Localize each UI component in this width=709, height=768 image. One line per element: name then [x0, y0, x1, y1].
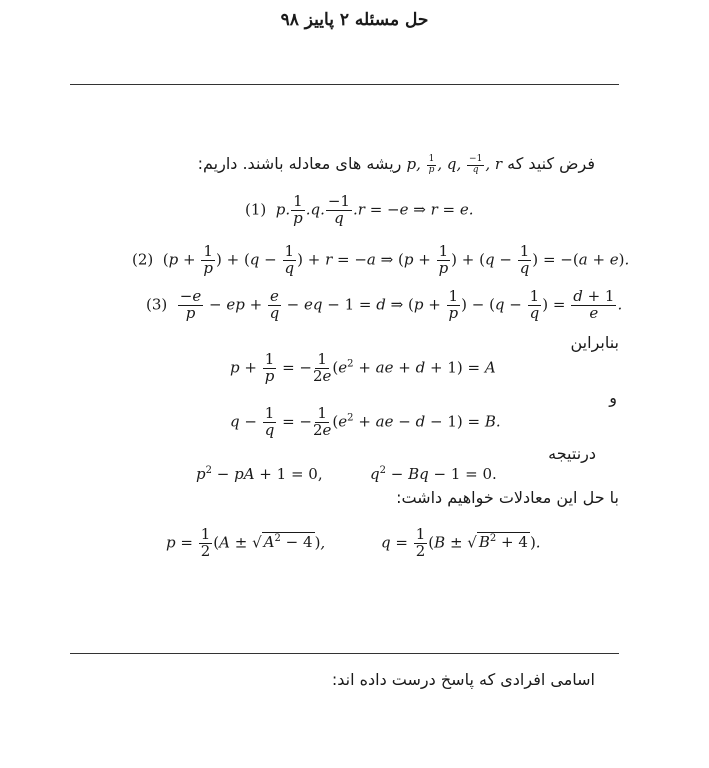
equation-B: q − $\frac{1}{q}$ = − $\frac{1}{2e}$ ($e^2$ + ae − d − 1) = B.	[230, 404, 501, 439]
solution-p: p = $\frac{1}{2}$ (A ± √ $A^2 - 4$ ),	[166, 525, 326, 560]
solution-q: q = $\frac{1}{2}$ (B ± √ $B^2 + 4$ ).	[381, 525, 541, 560]
equation-2: (2) (p + $\frac{1}{p}$ ) + (q − $\frac{1}{q}$ ) + r = −a ⇒ (p + $\frac{1}{p}$ ) + (q − $\frac{1}{q}$ ) = −(a + e).	[132, 242, 630, 277]
top-divider	[70, 84, 619, 85]
intro-line	[198, 154, 595, 175]
bottom-divider	[70, 653, 619, 654]
quadratic-p: $p^2$ − pA + 1 = 0,	[196, 465, 323, 483]
consequently-word: درنتیجه	[548, 444, 596, 463]
equation-3: (3) $\frac{-e}{p}$ − ep + $\frac{e}{q}$ − eq − 1 = d ⇒ (p + $\frac{1}{p}$ ) − (q − $\frac{1}{q}$ ) = $\frac{d + 1}{e}$ .	[146, 287, 623, 322]
eq2-label: (2)	[132, 250, 154, 269]
quadratic-q: $q^2 - Bq - 1 = 0$.	[370, 465, 497, 483]
intro-prefix: فرض کنید که	[507, 154, 595, 173]
intro-suffix: ریشه های معادله باشند. داریم:	[197, 154, 402, 173]
names-label: اسامی افرادی که پاسخ درست داده اند:	[331, 670, 595, 689]
solving-sentence: با حل این معادلات خواهیم داشت:	[396, 488, 619, 507]
equation-1: (1) p. $\frac{1}{p}$ .q. $\frac{-1}{q}$ .r = −e ⇒ r = e.	[245, 192, 474, 227]
eq1-label: (1)	[245, 200, 267, 219]
and-word: و	[609, 388, 617, 407]
equation-A: p + $\frac{1}{p}$ = − $\frac{1}{2e}$ ($e^2$ + ae + d + 1) = A	[230, 350, 496, 385]
page-title: حل مسئله ۲ پاییز ۹۸	[280, 10, 429, 30]
roots-expression: p, $\frac{1}{p}$ , q, $\frac{-1}{q}$ , r	[406, 154, 503, 175]
eq3-label: (3)	[146, 295, 168, 314]
therefore-word: بنابراین	[570, 333, 619, 352]
